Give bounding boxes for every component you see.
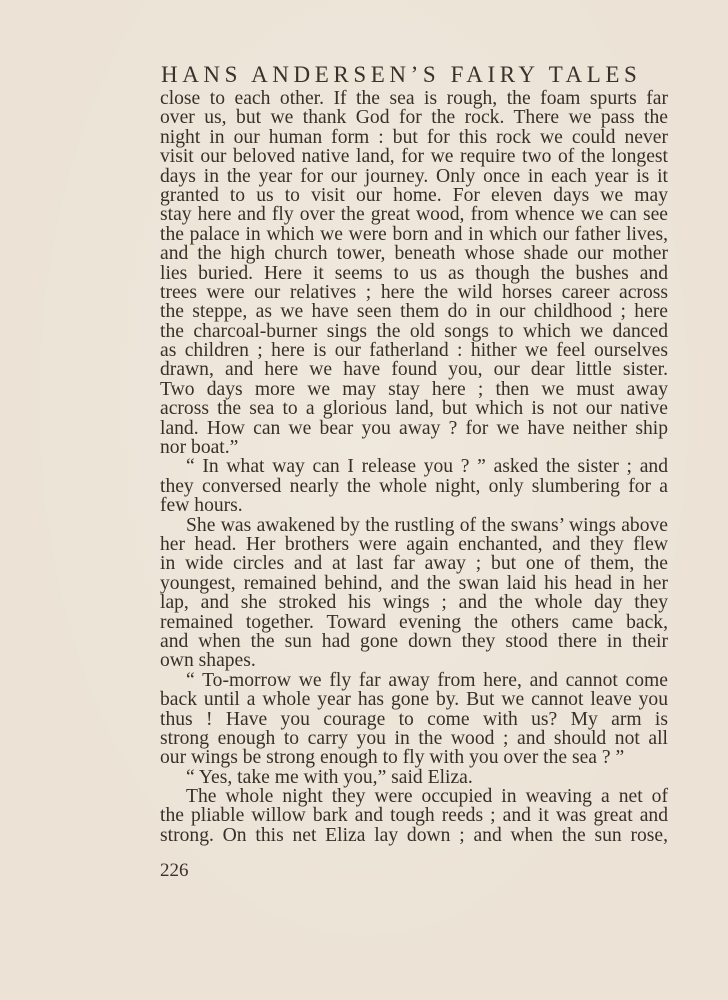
text-line: “ To-morrow we fly far away from here, and cannot come — [186, 669, 668, 691]
text-line: her head. Her brothers were again enchanted, and they flew — [160, 533, 668, 555]
text-line: over us, but we thank God for the rock. There we pass the — [160, 107, 668, 129]
text-line: back until a whole year has gone by. But we cannot leave you — [160, 689, 668, 711]
text-line: own shapes. — [160, 650, 256, 672]
text-line: remained together. Toward evening the others came back, — [160, 611, 668, 633]
text-line: She was awakened by the rustling of the swans’ wings above — [186, 514, 668, 536]
text-line: nor boat.” — [160, 437, 239, 459]
text-line: the charcoal-burner sings the old songs to which we danced — [160, 320, 668, 342]
text-line: few hours. — [160, 495, 243, 517]
text-line: The whole night they were occupied in weaving a net of — [186, 786, 668, 808]
text-line: trees were our relatives ; here the wild horses career across — [160, 281, 668, 303]
text-line: youngest, remained behind, and the swan laid his head in her — [160, 572, 668, 594]
text-line: as children ; here is our fatherland : hither we feel ourselves — [160, 340, 668, 362]
text-line: lap, and she stroked his wings ; and the whole day they — [160, 592, 668, 614]
text-line: they conversed nearly the whole night, only slumbering for a — [160, 475, 668, 497]
page-number: 226 — [160, 860, 189, 881]
text-line: Two days more we may stay here ; then we must away — [160, 378, 668, 400]
text-line: thus ! Have you courage to come with us? My arm is — [160, 708, 668, 730]
text-line: strong enough to carry you in the wood ; and should not all — [160, 727, 668, 749]
text-line: close to each other. If the sea is rough, the foam spurts far — [160, 88, 668, 109]
text-line: stay here and fly over the great wood, from whence we can see — [160, 204, 668, 226]
text-line: night in our human form : but for this rock we could never — [160, 126, 668, 148]
running-head: HANS ANDERSEN’S FAIRY TALES — [161, 62, 642, 87]
text-line: visit our beloved native land, for we require two of the longest — [160, 146, 668, 168]
text-line: “ Yes, take me with you,” said Eliza. — [186, 766, 473, 788]
text-line: drawn, and here we have found you, our dear little sister. — [160, 359, 668, 381]
text-line: land. How can we bear you away ? for we have neither ship — [160, 417, 668, 439]
text-line: in wide circles and at last far away ; but one of them, the — [160, 553, 668, 575]
text-line: the palace in which we were born and in which our father lives, — [160, 223, 668, 245]
text-line: across the sea to a glorious land, but which is not our native — [160, 398, 668, 420]
text-line: and the high church tower, beneath whose shade our mother — [160, 243, 668, 265]
text-line: “ In what way can I release you ? ” asked the sister ; and — [186, 456, 668, 478]
text-line: the pliable willow bark and tough reeds ; and it was great and — [160, 805, 668, 827]
body-text — [160, 89, 668, 845]
text-line: and when the sun had gone down they stood there in their — [160, 630, 668, 652]
text-line: days in the year for our journey. Only once in each year is it — [160, 165, 668, 187]
text-line: our wings be strong enough to fly with you over the sea ? ” — [160, 747, 625, 769]
text-line: strong. On this net Eliza lay down ; and when the sun rose, — [160, 824, 668, 846]
text-line: granted to us to visit our home. For eleven days we may — [160, 184, 668, 206]
text-line: the steppe, as we have seen them do in our childhood ; here — [160, 301, 668, 323]
text-line: lies buried. Here it seems to us as though the bushes and — [160, 262, 668, 284]
